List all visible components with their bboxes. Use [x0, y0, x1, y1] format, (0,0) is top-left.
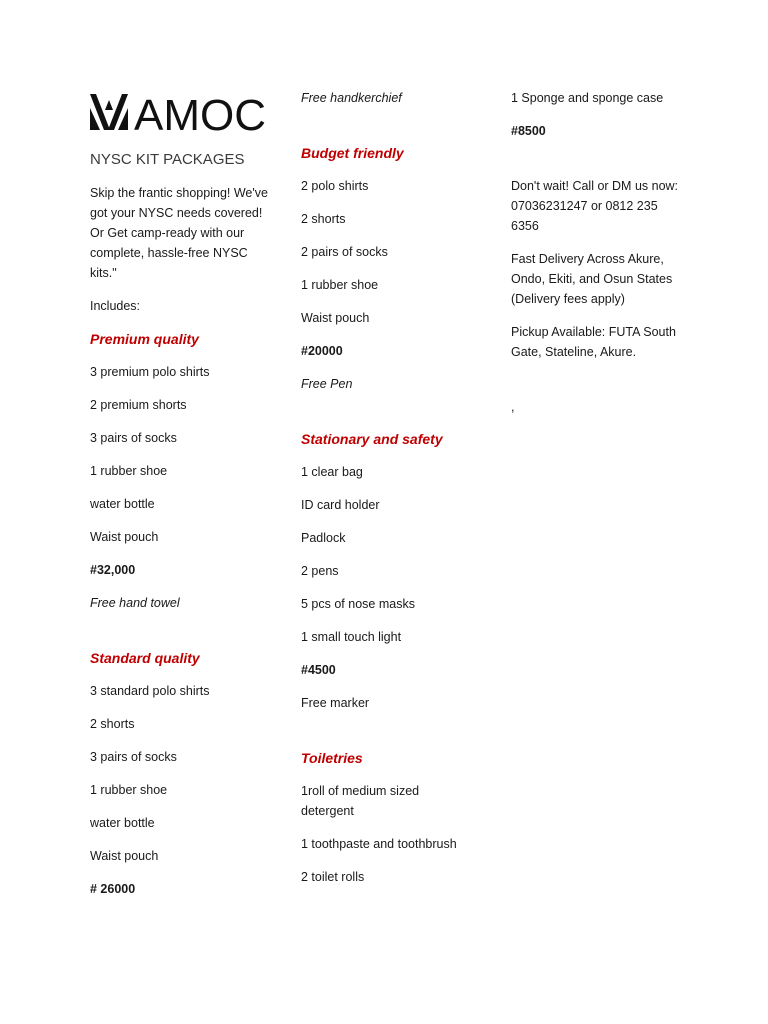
contact-delivery: Fast Delivery Across Akure, Ondo, Ekiti, and Osun States (Delivery fees apply) — [511, 252, 673, 306]
trailing-mark: , — [511, 400, 515, 414]
list-item: 2 shorts — [301, 212, 346, 226]
standard-price: # 26000 — [90, 882, 136, 896]
premium-bonus: Free hand towel — [90, 596, 180, 610]
list-item: 1 toothpaste and toothbrush — [301, 837, 457, 851]
stationary-bonus: Free marker — [301, 696, 370, 710]
list-item: Waist pouch — [301, 311, 370, 325]
includes-label: Includes: — [90, 299, 141, 313]
toiletries-price: #8500 — [511, 124, 546, 138]
list-item: 1roll of medium sized detergent — [301, 784, 420, 818]
budget-price: #20000 — [301, 344, 343, 358]
list-item: 1 small touch light — [301, 630, 402, 644]
list-item: 2 pairs of socks — [301, 245, 388, 259]
list-item: 2 polo shirts — [301, 179, 369, 193]
list-item: 1 Sponge and sponge case — [511, 91, 664, 105]
premium-heading: Premium quality — [90, 331, 199, 347]
list-item: Waist pouch — [90, 530, 159, 544]
premium-price: #32,000 — [90, 563, 136, 577]
column-left — [90, 88, 270, 912]
list-item: 5 pcs of nose masks — [301, 597, 415, 611]
list-item: ID card holder — [301, 498, 380, 512]
list-item: 1 clear bag — [301, 465, 363, 479]
intro-text: Skip the frantic shopping! We've got your NYSC needs covered! Or Get camp-ready with our complete, hassle-free NYSC kits." — [90, 186, 268, 280]
standard-bonus: Free handkerchief — [301, 91, 402, 105]
standard-heading: Standard quality — [90, 650, 200, 666]
list-item: water bottle — [90, 816, 155, 830]
contact-call: Don't wait! Call or DM us now: 07036231247 or 0812 235 6356 — [511, 179, 679, 233]
list-item: 3 pairs of socks — [90, 431, 177, 445]
toiletries-heading: Toiletries — [301, 750, 363, 766]
logo-text: AMOC — [134, 91, 266, 136]
list-item: 1 rubber shoe — [90, 464, 168, 478]
list-item: 2 pens — [301, 564, 339, 578]
stationary-heading: Stationary and safety — [301, 431, 443, 447]
list-item: 2 shorts — [90, 717, 135, 731]
page-title: NYSC KIT PACKAGES — [90, 151, 245, 168]
budget-heading: Budget friendly — [301, 145, 404, 161]
list-item: 2 premium shorts — [90, 398, 187, 412]
list-item: 3 premium polo shirts — [90, 365, 210, 379]
list-item: 1 rubber shoe — [90, 783, 168, 797]
column-right — [511, 88, 686, 430]
budget-bonus: Free Pen — [301, 377, 353, 391]
list-item: 1 rubber shoe — [301, 278, 379, 292]
list-item: Padlock — [301, 531, 346, 545]
contact-pickup: Pickup Available: FUTA South Gate, Stateline, Akure. — [511, 325, 676, 359]
list-item: 3 pairs of socks — [90, 750, 177, 764]
amoc-logo — [90, 88, 278, 136]
list-item: 2 toilet rolls — [301, 870, 365, 884]
list-item: water bottle — [90, 497, 155, 511]
column-middle — [301, 88, 481, 900]
list-item: Waist pouch — [90, 849, 159, 863]
stationary-price: #4500 — [301, 663, 336, 677]
list-item: 3 standard polo shirts — [90, 684, 210, 698]
